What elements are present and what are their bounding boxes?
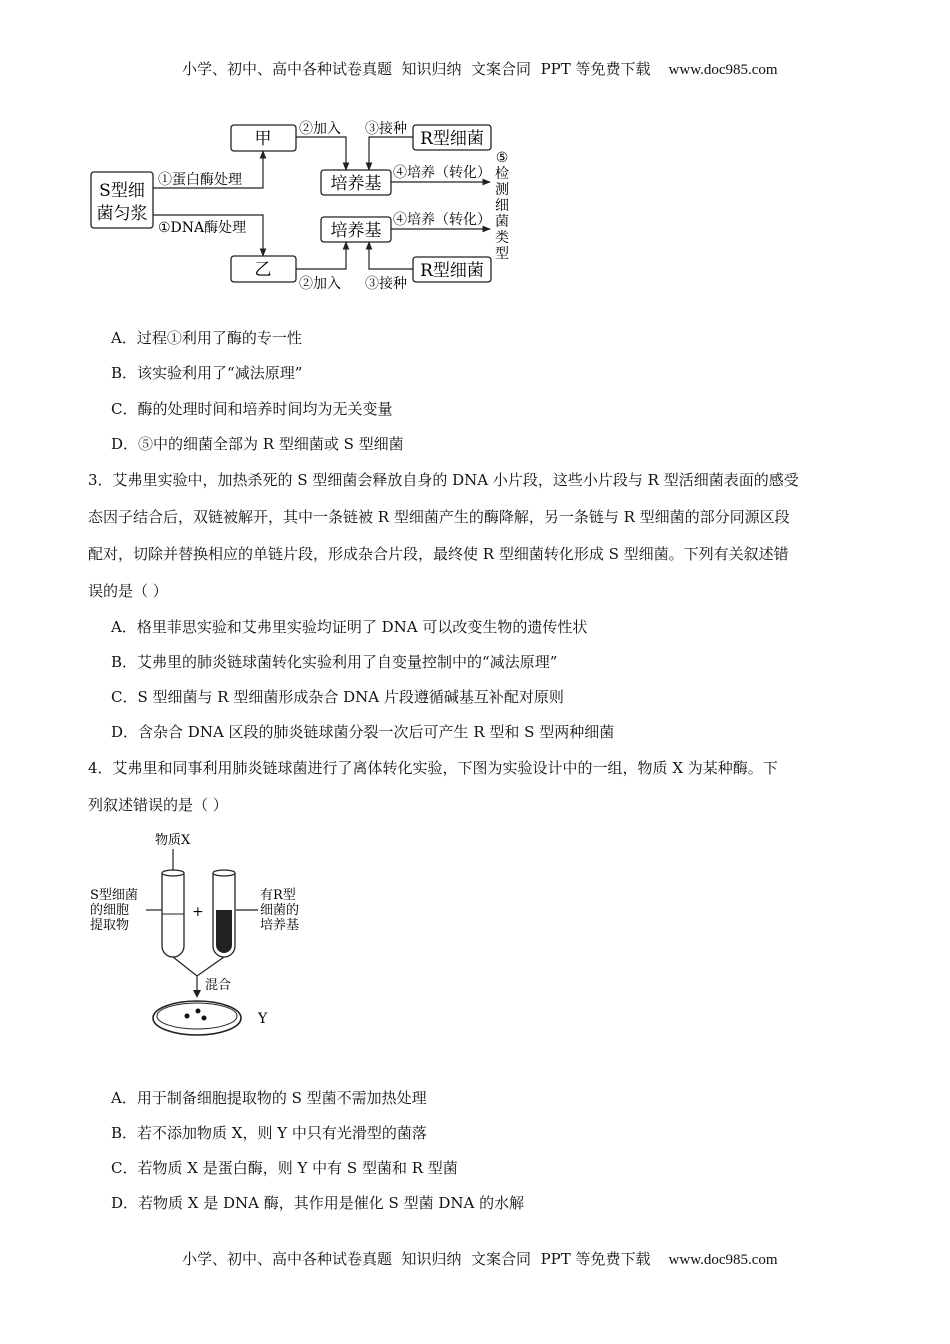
q2-option-c[interactable]: C．酶的处理时间和培养时间均为无关变量	[111, 400, 393, 418]
protease-label: ①蛋白酶处理	[158, 172, 242, 188]
q3-stem-line-4: 误的是（ ）	[88, 582, 168, 600]
mixing-lines	[173, 957, 224, 976]
q4-stem-line-1: 4．艾弗里和同事利用肺炎链球菌进行了离体转化实验，下图为实验设计中的一组，物质 X 为某种酶。下	[88, 759, 778, 777]
extract-tube-rim	[162, 870, 184, 876]
s-paste-label-2: 菌匀浆	[96, 204, 148, 224]
test-tube-diagram	[88, 826, 328, 1048]
medium-bottom-label: 培养基	[330, 221, 382, 241]
q3-option-a[interactable]: A．格里菲思实验和艾弗里实验均证明了 DNA 可以改变生物的遗传性状	[111, 618, 588, 636]
yi-label: 乙	[254, 260, 272, 280]
q3-option-d[interactable]: D．含杂合 DNA 区段的肺炎链球菌分裂一次后可产生 R 型和 S 型两种细菌	[111, 723, 615, 741]
footer-site-link[interactable]: www.doc985.com	[668, 1252, 778, 1268]
substance-x-label: 物质X	[155, 833, 191, 848]
add-top-label: ②加入	[299, 121, 341, 137]
medium-top-label: 培养基	[330, 174, 382, 194]
colony-1	[185, 1014, 190, 1019]
q3-option-c[interactable]: C．S 型细菌与 R 型细菌形成杂合 DNA 片段遵循碱基互补配对原则	[111, 688, 564, 706]
colony-3	[202, 1016, 207, 1021]
q4-option-c[interactable]: C．若物质 X 是蛋白酶，则 Y 中有 S 型菌和 R 型菌	[111, 1159, 458, 1177]
detect-char-2: 测	[495, 182, 509, 198]
q2-option-a[interactable]: A．过程①利用了酶的专一性	[111, 329, 302, 347]
detect-char-4: 菌	[495, 214, 509, 230]
s-paste-label-1: S型细	[99, 181, 145, 201]
q3-stem-line-1: 3．艾弗里实验中，加热杀死的 S 型细菌会释放自身的 DNA 小片段，这些小片段与 R 型活细菌表面的感受	[88, 471, 799, 489]
mixing-arrowhead	[193, 990, 201, 998]
r-top-label: R型细菌	[420, 129, 484, 149]
medium-label-2: 细菌的	[260, 903, 300, 918]
footer-text: 小学、初中、高中各种试卷真题 知识归纳 文案合同 PPT 等免费下载	[181, 1250, 651, 1268]
extract-label-2: 的细胞	[90, 903, 130, 918]
culture-top-label: ④培养（转化）	[393, 165, 491, 181]
detect-char-5: 类	[495, 230, 509, 246]
extract-tube	[162, 873, 184, 957]
detect-char-0: ⑤	[495, 150, 509, 166]
medium-label-3: 培养基	[260, 918, 300, 933]
header-text: 小学、初中、高中各种试卷真题 知识归纳 文案合同 PPT 等免费下载	[181, 60, 651, 78]
inoc-top-label: ③接种	[365, 121, 407, 137]
q4-stem-line-2: 列叙述错误的是（ ）	[88, 796, 228, 814]
detect-char-6: 型	[495, 246, 509, 262]
petri-dish	[153, 1001, 241, 1035]
header-site-link[interactable]: www.doc985.com	[668, 62, 778, 78]
colony-2	[196, 1009, 201, 1014]
extract-label-1: S型细菌	[90, 888, 138, 903]
q3-stem-line-2: 态因子结合后，双链被解开，其中一条链被 R 型细菌产生的酶降解，另一条链与 R 型细菌的部分同源区段	[88, 508, 790, 526]
plus-sign: +	[192, 904, 204, 920]
transformation-flow-diagram	[85, 115, 525, 295]
medium-tube-liquid	[216, 910, 232, 953]
inoc-bottom-label: ③接种	[365, 276, 407, 292]
dnase-label: ①DNA酶处理	[158, 220, 247, 236]
page-footer	[0, 1230, 950, 1269]
add-bottom-label: ②加入	[299, 276, 341, 292]
q3-option-b[interactable]: B．艾弗里的肺炎链球菌转化实验利用了自变量控制中的“减法原理”	[111, 653, 558, 671]
mix-label: 混合	[205, 978, 232, 993]
page-header	[0, 40, 950, 79]
q3-stem-line-3: 配对，切除并替换相应的单链片段，形成杂合片段，最终使 R 型细菌转化形成 S 型细菌。下列有关叙述错	[88, 545, 789, 563]
q4-option-d[interactable]: D．若物质 X 是 DNA 酶，其作用是催化 S 型菌 DNA 的水解	[111, 1194, 525, 1212]
r-bottom-label: R型细菌	[420, 261, 484, 281]
extract-label-3: 提取物	[90, 918, 130, 933]
q4-option-a[interactable]: A．用于制备细胞提取物的 S 型菌不需加热处理	[111, 1089, 427, 1107]
culture-bottom-label: ④培养（转化）	[393, 212, 491, 228]
medium-tube-rim	[213, 870, 235, 876]
detect-char-3: 细	[495, 198, 509, 214]
q2-option-b[interactable]: B．该实验利用了“减法原理”	[111, 364, 303, 382]
q4-option-b[interactable]: B．若不添加物质 X，则 Y 中只有光滑型的菌落	[111, 1124, 427, 1142]
q2-option-d[interactable]: D．⑤中的细菌全部为 R 型细菌或 S 型细菌	[111, 435, 404, 453]
y-label: Y	[258, 1011, 268, 1027]
medium-label-1: 有R型	[260, 888, 296, 903]
detect-char-1: 检	[495, 166, 509, 182]
detect-label	[495, 150, 509, 262]
jia-label: 甲	[254, 129, 272, 149]
